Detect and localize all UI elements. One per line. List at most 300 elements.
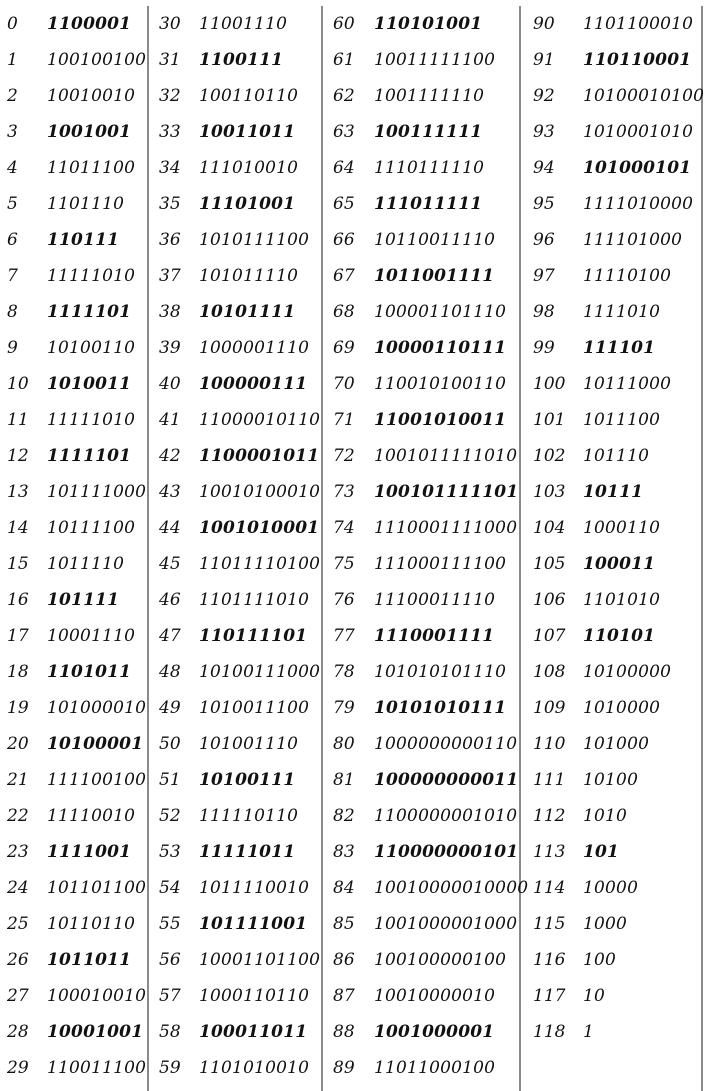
row-index: 94 (533, 158, 555, 178)
table-row (149, 474, 320, 510)
binary-value: 10100110 (47, 338, 136, 358)
table-row (521, 222, 682, 258)
table-row (149, 978, 309, 1014)
table-row (0, 78, 135, 114)
binary-value: 10100010100 (583, 86, 705, 106)
table-row (149, 258, 298, 294)
binary-value: 100100000100 (374, 950, 507, 970)
row-index: 115 (533, 914, 566, 934)
binary-value-highlighted: 10000110111 (374, 338, 507, 358)
binary-value-highlighted: 11001010011 (374, 410, 507, 430)
table-row (323, 870, 528, 906)
binary-value-highlighted: 1111101 (47, 302, 132, 322)
binary-value-highlighted: 100000000011 (374, 770, 519, 790)
table-row (521, 906, 627, 942)
binary-value-highlighted: 1101011 (47, 662, 132, 682)
binary-value: 10010000010000 (374, 878, 529, 898)
row-index: 109 (533, 698, 566, 718)
table-row (323, 798, 517, 834)
binary-value: 1011110010 (199, 878, 310, 898)
row-index: 27 (7, 986, 29, 1006)
binary-value: 101000 (583, 734, 650, 754)
row-index: 6 (7, 230, 18, 250)
table-row (0, 1050, 146, 1086)
row-index: 76 (333, 590, 355, 610)
row-index: 24 (7, 878, 29, 898)
table-row (521, 510, 660, 546)
row-index: 7 (7, 266, 18, 286)
row-index: 118 (533, 1022, 566, 1042)
table-column-4 (521, 6, 703, 1091)
row-index: 90 (533, 14, 555, 34)
table-row (323, 258, 494, 294)
binary-value: 11000010110 (199, 410, 321, 430)
row-index: 110 (533, 734, 566, 754)
table-row (0, 978, 146, 1014)
row-index: 81 (333, 770, 355, 790)
row-index: 55 (159, 914, 181, 934)
row-index: 116 (533, 950, 566, 970)
row-index: 104 (533, 518, 566, 538)
row-index: 85 (333, 914, 355, 934)
table-row (149, 42, 283, 78)
row-index: 102 (533, 446, 566, 466)
row-index: 98 (533, 302, 555, 322)
row-index: 37 (159, 266, 181, 286)
table-row (149, 186, 295, 222)
table-row (323, 618, 494, 654)
row-index: 91 (533, 50, 555, 70)
binary-value: 101110 (583, 446, 650, 466)
binary-value: 100 (583, 950, 617, 970)
row-index: 88 (333, 1022, 355, 1042)
table-row (0, 510, 135, 546)
row-index: 22 (7, 806, 29, 826)
row-index: 21 (7, 770, 29, 790)
binary-value: 1011100 (583, 410, 661, 430)
binary-value: 1001011111010 (374, 446, 518, 466)
binary-value: 100001101110 (374, 302, 507, 322)
row-index: 33 (159, 122, 181, 142)
binary-value: 1110001111000 (374, 518, 518, 538)
binary-value: 111010010 (199, 158, 299, 178)
binary-value: 1 (583, 1022, 595, 1042)
table-column-3 (323, 6, 529, 1091)
row-index: 3 (7, 122, 18, 142)
table-row (0, 726, 143, 762)
binary-value: 10111100 (47, 518, 136, 538)
table-row (323, 114, 482, 150)
binary-value: 10100111000 (199, 662, 321, 682)
table-row (521, 330, 655, 366)
binary-value: 11001110 (199, 14, 288, 34)
table-row (521, 618, 655, 654)
binary-value: 111101000 (583, 230, 683, 250)
table-row (149, 798, 298, 834)
row-index: 100 (533, 374, 566, 394)
row-index: 112 (533, 806, 566, 826)
binary-value: 1111010000 (583, 194, 694, 214)
binary-value: 10111000 (583, 374, 672, 394)
table-row (0, 1014, 143, 1050)
row-index: 80 (333, 734, 355, 754)
table-row (149, 906, 307, 942)
row-index: 53 (159, 842, 181, 862)
binary-value: 101010101110 (374, 662, 507, 682)
table-row (521, 366, 671, 402)
row-index: 19 (7, 698, 29, 718)
row-index: 16 (7, 590, 29, 610)
table-row (0, 294, 131, 330)
row-index: 96 (533, 230, 555, 250)
table-row (0, 6, 131, 42)
row-index: 0 (7, 14, 18, 34)
row-index: 13 (7, 482, 29, 502)
row-index: 52 (159, 806, 181, 826)
binary-value-highlighted: 100111111 (374, 122, 483, 142)
binary-value-highlighted: 10011011 (199, 122, 296, 142)
row-index: 64 (333, 158, 355, 178)
binary-value: 1011110 (47, 554, 125, 574)
table-row (323, 330, 506, 366)
binary-value-highlighted: 1100111 (199, 50, 284, 70)
binary-value-highlighted: 100011 (583, 554, 656, 574)
table-row (149, 1050, 309, 1086)
table-row (521, 114, 693, 150)
row-index: 93 (533, 122, 555, 142)
row-index: 14 (7, 518, 29, 538)
table-row (521, 834, 619, 870)
binary-value: 101001110 (199, 734, 299, 754)
table-row (0, 114, 131, 150)
row-index: 51 (159, 770, 181, 790)
table-row (149, 78, 298, 114)
binary-value-highlighted: 1010011 (47, 374, 132, 394)
binary-value-highlighted: 101 (583, 842, 620, 862)
table-row (323, 438, 517, 474)
row-index: 41 (159, 410, 181, 430)
table-row (0, 438, 131, 474)
row-index: 67 (333, 266, 355, 286)
row-index: 36 (159, 230, 181, 250)
table-row (0, 582, 119, 618)
table-row (521, 294, 660, 330)
row-index: 35 (159, 194, 181, 214)
table-row (323, 726, 517, 762)
binary-value: 10001110 (47, 626, 136, 646)
binary-value: 10000 (583, 878, 639, 898)
table-row (149, 6, 287, 42)
binary-value-highlighted: 110111101 (199, 626, 308, 646)
table-row (521, 258, 671, 294)
row-index: 61 (333, 50, 355, 70)
table-row (149, 618, 307, 654)
row-index: 108 (533, 662, 566, 682)
table-row (149, 546, 320, 582)
table-row (149, 762, 295, 798)
binary-value-highlighted: 100101111101 (374, 482, 519, 502)
row-index: 10 (7, 374, 29, 394)
binary-value-highlighted: 101111001 (199, 914, 308, 934)
binary-value: 11011100 (47, 158, 136, 178)
row-index: 2 (7, 86, 18, 106)
row-index: 30 (159, 14, 181, 34)
table-row (149, 726, 298, 762)
table-row (521, 978, 605, 1014)
binary-value-highlighted: 10100001 (47, 734, 144, 754)
row-index: 8 (7, 302, 18, 322)
table-row (149, 294, 295, 330)
row-index: 79 (333, 698, 355, 718)
binary-value: 11100011110 (374, 590, 496, 610)
table-row (0, 222, 119, 258)
binary-value: 10110011110 (374, 230, 496, 250)
table-row (521, 474, 643, 510)
binary-value: 10100 (583, 770, 639, 790)
table-row (521, 6, 693, 42)
row-index: 105 (533, 554, 566, 574)
row-index: 5 (7, 194, 18, 214)
binary-value: 111100100 (47, 770, 147, 790)
table-row (323, 1014, 494, 1050)
binary-value: 1010111100 (199, 230, 310, 250)
binary-value-highlighted: 1001000001 (374, 1022, 495, 1042)
table-row (323, 6, 482, 42)
table-row (149, 942, 320, 978)
row-index: 101 (533, 410, 566, 430)
binary-value-highlighted: 110110001 (583, 50, 692, 70)
row-index: 34 (159, 158, 181, 178)
table-row (323, 510, 517, 546)
table-row (521, 870, 638, 906)
row-index: 39 (159, 338, 181, 358)
binary-value-highlighted: 1111101 (47, 446, 132, 466)
binary-value: 1100000001010 (374, 806, 518, 826)
row-index: 84 (333, 878, 355, 898)
binary-value: 1101111010 (199, 590, 310, 610)
table-row (0, 618, 135, 654)
binary-value-highlighted: 110101001 (374, 14, 483, 34)
table-row (323, 150, 484, 186)
row-index: 111 (533, 770, 566, 790)
row-index: 50 (159, 734, 181, 754)
binary-value: 10010100010 (199, 482, 321, 502)
table-row (149, 1014, 307, 1050)
binary-value: 1001111110 (374, 86, 485, 106)
binary-value: 10011111100 (374, 50, 496, 70)
table-row (323, 1050, 495, 1086)
binary-value: 11110010 (47, 806, 136, 826)
table-row (521, 402, 660, 438)
binary-value: 1101110 (47, 194, 125, 214)
table-row (0, 942, 131, 978)
table-row (323, 546, 506, 582)
table-row (323, 834, 518, 870)
table-row (0, 870, 146, 906)
binary-value-highlighted: 101111 (47, 590, 120, 610)
table-row (0, 150, 135, 186)
row-index: 66 (333, 230, 355, 250)
table-row (0, 762, 146, 798)
row-index: 15 (7, 554, 29, 574)
binary-value: 101000010 (47, 698, 147, 718)
row-index: 87 (333, 986, 355, 1006)
binary-value: 1000 (583, 914, 628, 934)
row-index: 54 (159, 878, 181, 898)
table-row (323, 42, 495, 78)
table-row (149, 654, 320, 690)
row-index: 25 (7, 914, 29, 934)
row-index: 9 (7, 338, 18, 358)
row-index: 69 (333, 338, 355, 358)
table-row (149, 438, 319, 474)
table-row (0, 834, 131, 870)
binary-value: 10110110 (47, 914, 136, 934)
row-index: 106 (533, 590, 566, 610)
binary-value-highlighted: 1001001 (47, 122, 132, 142)
binary-value: 1010001010 (583, 122, 694, 142)
row-index: 40 (159, 374, 181, 394)
row-index: 92 (533, 86, 555, 106)
table-row (0, 906, 135, 942)
binary-value: 110010100110 (374, 374, 507, 394)
binary-value: 1001000001000 (374, 914, 518, 934)
table-row (323, 582, 495, 618)
table-row (0, 654, 131, 690)
table-row (0, 366, 131, 402)
row-index: 89 (333, 1058, 355, 1078)
row-index: 45 (159, 554, 181, 574)
row-index: 44 (159, 518, 181, 538)
table-row (0, 402, 135, 438)
binary-value: 10100000 (583, 662, 672, 682)
binary-value-highlighted: 1001010001 (199, 518, 320, 538)
row-index: 107 (533, 626, 566, 646)
binary-value: 1010000 (583, 698, 661, 718)
table-row (521, 942, 616, 978)
row-index: 86 (333, 950, 355, 970)
table-row (149, 150, 298, 186)
row-index: 31 (159, 50, 181, 70)
table-row (0, 474, 146, 510)
table-row (521, 42, 691, 78)
binary-value: 111000111100 (374, 554, 507, 574)
table-row (0, 258, 135, 294)
row-index: 75 (333, 554, 355, 574)
row-index: 57 (159, 986, 181, 1006)
row-index: 58 (159, 1022, 181, 1042)
table-row (521, 798, 627, 834)
row-index: 103 (533, 482, 566, 502)
binary-value-highlighted: 1011011 (47, 950, 132, 970)
binary-value-highlighted: 101000101 (583, 158, 692, 178)
table-row (323, 690, 506, 726)
table-row (0, 546, 124, 582)
binary-value-highlighted: 1110001111 (374, 626, 495, 646)
row-index: 63 (333, 122, 355, 142)
table-row (323, 186, 482, 222)
binary-value: 110011100 (47, 1058, 147, 1078)
binary-value-highlighted: 11101001 (199, 194, 296, 214)
binary-value-highlighted: 100000111 (199, 374, 308, 394)
column-divider (701, 6, 703, 1091)
row-index: 4 (7, 158, 18, 178)
row-index: 56 (159, 950, 181, 970)
row-index: 59 (159, 1058, 181, 1078)
row-index: 29 (7, 1058, 29, 1078)
binary-value: 1000000000110 (374, 734, 518, 754)
binary-value-highlighted: 110000000101 (374, 842, 519, 862)
table-row (149, 870, 309, 906)
row-index: 47 (159, 626, 181, 646)
row-index: 26 (7, 950, 29, 970)
row-index: 32 (159, 86, 181, 106)
row-index: 83 (333, 842, 355, 862)
table-row (323, 942, 506, 978)
binary-value: 1101010010 (199, 1058, 310, 1078)
row-index: 114 (533, 878, 566, 898)
table-row (0, 42, 146, 78)
binary-value-highlighted: 110101 (583, 626, 656, 646)
binary-value: 101101100 (47, 878, 147, 898)
binary-value-highlighted: 10101010111 (374, 698, 507, 718)
row-index: 82 (333, 806, 355, 826)
binary-value: 11110100 (583, 266, 672, 286)
table-row (0, 798, 135, 834)
binary-value: 10 (583, 986, 606, 1006)
table-row (149, 222, 309, 258)
table-row (521, 726, 649, 762)
row-index: 18 (7, 662, 29, 682)
table-row (521, 546, 655, 582)
binary-value: 1110111110 (374, 158, 485, 178)
row-index: 65 (333, 194, 355, 214)
table-row (521, 438, 649, 474)
row-index: 46 (159, 590, 181, 610)
table-row (323, 402, 506, 438)
binary-value-highlighted: 100011011 (199, 1022, 308, 1042)
table-row (149, 690, 309, 726)
row-index: 1 (7, 50, 18, 70)
table-row (149, 582, 309, 618)
binary-value: 10010000010 (374, 986, 496, 1006)
row-index: 73 (333, 482, 355, 502)
row-index: 49 (159, 698, 181, 718)
binary-value: 11011000100 (374, 1058, 496, 1078)
binary-value: 101111000 (47, 482, 147, 502)
binary-value-highlighted: 10111 (583, 482, 644, 502)
row-index: 38 (159, 302, 181, 322)
table-row (323, 654, 506, 690)
row-index: 97 (533, 266, 555, 286)
table-row (149, 330, 309, 366)
binary-value: 11111010 (47, 410, 136, 430)
row-index: 99 (533, 338, 555, 358)
binary-value-highlighted: 10100111 (199, 770, 296, 790)
binary-value-highlighted: 11111011 (199, 842, 296, 862)
table-row (323, 474, 518, 510)
row-index: 42 (159, 446, 181, 466)
binary-value: 1010 (583, 806, 628, 826)
binary-value-highlighted: 1100001011 (199, 446, 320, 466)
binary-value: 100110110 (199, 86, 299, 106)
binary-value: 1000110 (583, 518, 661, 538)
binary-value-highlighted: 10101111 (199, 302, 296, 322)
binary-value-highlighted: 110111 (47, 230, 120, 250)
table-column-2 (149, 6, 323, 1091)
table-row (149, 510, 319, 546)
row-index: 113 (533, 842, 566, 862)
